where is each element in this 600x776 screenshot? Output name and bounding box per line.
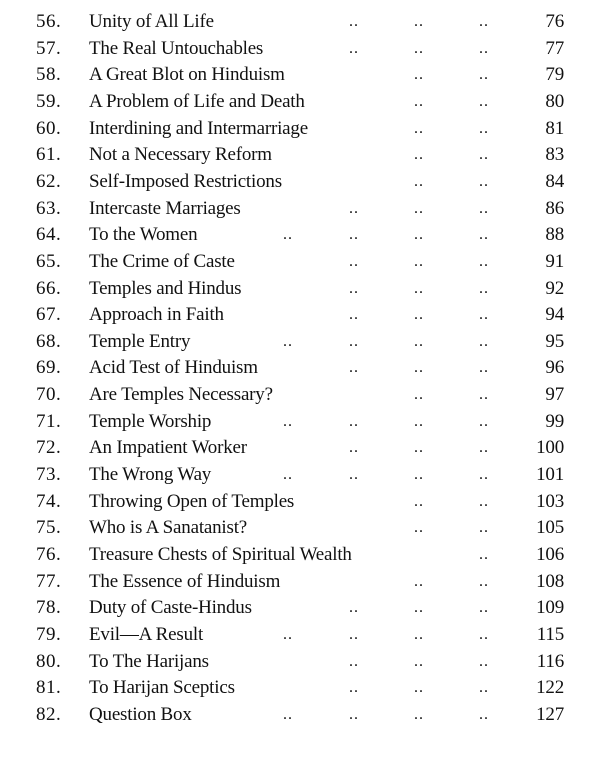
leader-dots: .. (349, 412, 359, 430)
entry-title: Temple Worship (89, 410, 212, 432)
toc-entry (0, 595, 600, 621)
entry-page-number: 108 (536, 570, 564, 592)
leader-dots: .. (414, 439, 424, 457)
leader-dots: .. (414, 705, 424, 723)
toc-entry (0, 435, 600, 461)
entry-title: Question Box (89, 703, 192, 725)
leader-dots: .. (349, 705, 359, 723)
entry-title: Who is A Sanatanist? (89, 517, 248, 539)
entry-number: 73. (36, 464, 62, 486)
entry-title: Interdining and Intermarriage (89, 117, 308, 139)
leader-dots: .. (479, 252, 489, 270)
toc-entry (0, 702, 600, 728)
leader-dots: .. (414, 66, 424, 84)
leader-dots: .. (414, 679, 424, 697)
leader-dots: .. (479, 359, 489, 377)
entry-title: Self-Imposed Restrictions (89, 170, 282, 192)
leader-dots: .. (479, 306, 489, 324)
entry-number: 72. (36, 437, 62, 459)
leader-dots: .. (414, 146, 424, 164)
leader-dots: .. (349, 466, 359, 484)
entry-title: Acid Test of Hinduism (89, 357, 258, 379)
leader-dots: .. (414, 386, 424, 404)
toc-entry (0, 462, 600, 488)
toc-entry (0, 302, 600, 328)
leader-dots: .. (414, 652, 424, 670)
entry-page-number: 101 (536, 464, 564, 486)
entry-number: 64. (36, 224, 62, 246)
entry-title: A Problem of Life and Death (89, 90, 305, 112)
entry-number: 70. (36, 384, 62, 406)
leader-dots: .. (479, 412, 489, 430)
entry-page-number: 109 (536, 597, 564, 619)
leader-dots: .. (479, 92, 489, 110)
entry-page-number: 91 (545, 250, 564, 272)
toc-entry (0, 116, 600, 142)
toc-entry (0, 329, 600, 355)
entry-title: An Impatient Worker (89, 437, 247, 459)
toc-entry (0, 489, 600, 515)
leader-dots: .. (283, 226, 293, 244)
leader-dots: .. (479, 466, 489, 484)
entry-number: 71. (36, 410, 62, 432)
leader-dots: .. (349, 13, 359, 30)
entry-title: To The Harijans (89, 650, 209, 672)
leader-dots: .. (479, 13, 489, 30)
entry-number: 76. (36, 544, 62, 565)
entry-page-number: 76 (545, 11, 564, 32)
entry-title: Throwing Open of Temples (89, 490, 295, 512)
leader-dots: .. (414, 39, 424, 57)
entry-page-number: 83 (545, 144, 564, 166)
toc-entry (0, 222, 600, 248)
entry-title: To the Women (89, 224, 198, 246)
leader-dots: .. (283, 705, 293, 723)
toc-entry (0, 409, 600, 435)
entry-number: 62. (36, 170, 62, 192)
entry-page-number: 100 (536, 437, 564, 459)
entry-number: 56. (36, 11, 62, 32)
entry-page-number: 95 (545, 330, 564, 352)
entry-page-number: 86 (545, 197, 564, 219)
leader-dots: .. (479, 386, 489, 404)
entry-page-number: 105 (536, 517, 564, 539)
leader-dots: .. (349, 306, 359, 324)
entry-title: Are Temples Necessary? (89, 384, 273, 406)
leader-dots: .. (479, 226, 489, 244)
entry-page-number: 96 (545, 357, 564, 379)
leader-dots: .. (479, 599, 489, 617)
leader-dots: .. (349, 226, 359, 244)
leader-dots: .. (283, 412, 293, 430)
leader-dots: .. (479, 572, 489, 590)
leader-dots: .. (349, 39, 359, 57)
entry-title: Approach in Faith (89, 304, 224, 326)
entry-page-number: 81 (545, 117, 564, 139)
entry-number: 79. (36, 623, 62, 645)
toc-entry (0, 142, 600, 168)
entry-page-number: 97 (545, 384, 564, 406)
entry-number: 67. (36, 304, 62, 326)
toc-entry (0, 276, 600, 302)
leader-dots: .. (414, 13, 424, 30)
leader-dots: .. (349, 625, 359, 643)
leader-dots: .. (479, 519, 489, 537)
toc-entry (0, 355, 600, 381)
toc-entry (0, 515, 600, 541)
entry-number: 60. (36, 117, 62, 139)
entry-title: The Wrong Way (89, 464, 212, 486)
leader-dots: .. (479, 332, 489, 350)
entry-page-number: 116 (536, 650, 564, 672)
toc-entry (0, 196, 600, 222)
entry-page-number: 80 (545, 90, 564, 112)
entry-title: Not a Necessary Reform (89, 144, 272, 166)
leader-dots: .. (349, 199, 359, 217)
entry-number: 69. (36, 357, 62, 379)
entry-title: To Harijan Sceptics (89, 677, 235, 699)
leader-dots: .. (479, 66, 489, 84)
entry-number: 58. (36, 64, 62, 86)
leader-dots: .. (479, 439, 489, 457)
leader-dots: .. (349, 599, 359, 617)
leader-dots: .. (414, 412, 424, 430)
entry-title: A Great Blot on Hinduism (89, 64, 285, 86)
entry-title: The Crime of Caste (89, 250, 235, 272)
toc-entry (0, 649, 600, 675)
entry-number: 59. (36, 90, 62, 112)
toc-entry (0, 675, 600, 701)
leader-dots: .. (414, 572, 424, 590)
entry-page-number: 99 (545, 410, 564, 432)
entry-number: 81. (36, 677, 62, 699)
entry-number: 82. (36, 703, 62, 725)
toc-entry (0, 622, 600, 648)
leader-dots: .. (414, 279, 424, 297)
leader-dots: .. (479, 39, 489, 57)
entry-title: Treasure Chests of Spiritual Wealth (89, 544, 352, 565)
leader-dots: .. (479, 492, 489, 510)
entry-number: 74. (36, 490, 62, 512)
leader-dots: .. (283, 625, 293, 643)
entry-title: The Real Untouchables (89, 37, 264, 59)
leader-dots: .. (414, 92, 424, 110)
leader-dots: .. (414, 252, 424, 270)
leader-dots: .. (414, 466, 424, 484)
leader-dots: .. (479, 546, 489, 563)
entry-page-number: 127 (536, 703, 564, 725)
entry-page-number: 84 (545, 170, 564, 192)
toc-entry (0, 89, 600, 115)
toc-entry (0, 569, 600, 595)
entry-title: Temple Entry (89, 330, 191, 352)
leader-dots: .. (349, 439, 359, 457)
entry-number: 78. (36, 597, 62, 619)
leader-dots: .. (414, 359, 424, 377)
leader-dots: .. (349, 332, 359, 350)
leader-dots: .. (414, 519, 424, 537)
entry-number: 68. (36, 330, 62, 352)
entry-title: The Essence of Hinduism (89, 570, 281, 592)
leader-dots: .. (414, 199, 424, 217)
leader-dots: .. (479, 146, 489, 164)
leader-dots: .. (414, 119, 424, 137)
leader-dots: .. (349, 652, 359, 670)
leader-dots: .. (283, 332, 293, 350)
toc-entry (0, 542, 600, 568)
leader-dots: .. (349, 679, 359, 697)
entry-number: 80. (36, 650, 62, 672)
leader-dots: .. (349, 359, 359, 377)
leader-dots: .. (479, 279, 489, 297)
entry-number: 65. (36, 250, 62, 272)
entry-number: 61. (36, 144, 62, 166)
leader-dots: .. (479, 652, 489, 670)
toc-entry (0, 36, 600, 62)
leader-dots: .. (479, 119, 489, 137)
leader-dots: .. (414, 492, 424, 510)
entry-number: 75. (36, 517, 62, 539)
leader-dots: .. (479, 705, 489, 723)
entry-number: 63. (36, 197, 62, 219)
entry-title: Evil—A Result (89, 623, 204, 645)
entry-page-number: 92 (545, 277, 564, 299)
toc-entry (0, 382, 600, 408)
entry-page-number: 122 (536, 677, 564, 699)
entry-number: 66. (36, 277, 62, 299)
entry-page-number: 79 (545, 64, 564, 86)
entry-page-number: 106 (536, 544, 564, 565)
entry-title: Intercaste Marriages (89, 197, 241, 219)
entry-page-number: 115 (536, 623, 564, 645)
leader-dots: .. (414, 625, 424, 643)
entry-number: 77. (36, 570, 62, 592)
toc-entry (0, 249, 600, 275)
toc-entry (0, 169, 600, 195)
entry-page-number: 103 (536, 490, 564, 512)
toc-entry (0, 9, 600, 35)
entry-page-number: 94 (545, 304, 564, 326)
leader-dots: .. (349, 279, 359, 297)
toc-entry (0, 62, 600, 88)
entry-title: Unity of All Life (89, 11, 214, 32)
entry-page-number: 77 (545, 37, 564, 59)
entry-number: 57. (36, 37, 62, 59)
entry-title: Duty of Caste-Hindus (89, 597, 252, 619)
entry-page-number: 88 (545, 224, 564, 246)
leader-dots: .. (414, 172, 424, 190)
leader-dots: .. (414, 332, 424, 350)
entry-title: Temples and Hindus (89, 277, 242, 299)
leader-dots: .. (479, 199, 489, 217)
leader-dots: .. (414, 599, 424, 617)
leader-dots: .. (414, 306, 424, 324)
leader-dots: .. (414, 226, 424, 244)
leader-dots: .. (479, 172, 489, 190)
leader-dots: .. (479, 679, 489, 697)
leader-dots: .. (283, 466, 293, 484)
leader-dots: .. (479, 625, 489, 643)
leader-dots: .. (349, 252, 359, 270)
